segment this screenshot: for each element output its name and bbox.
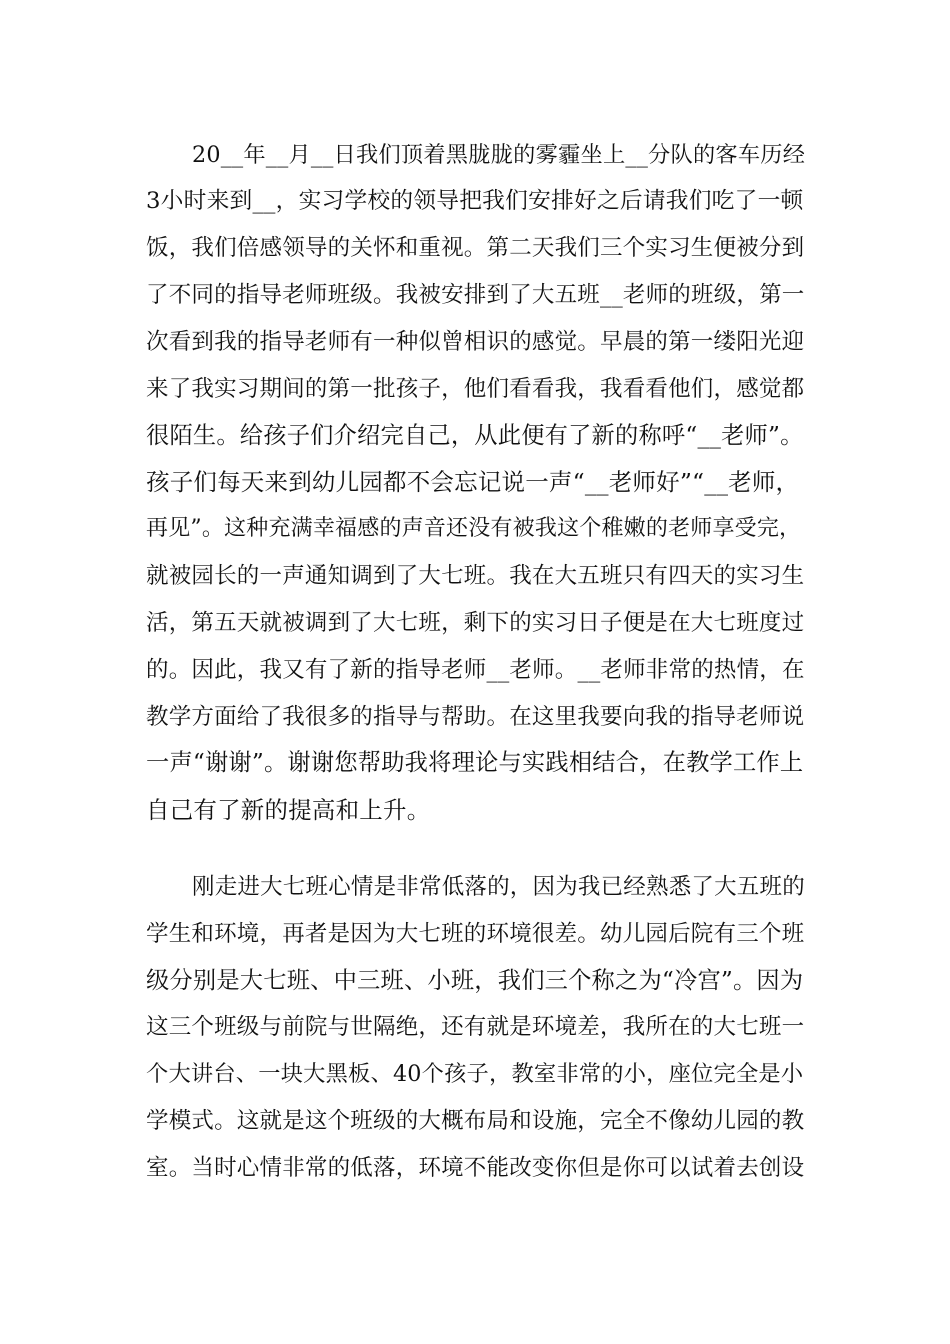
text-line: 20__年__月__日我们顶着黑胧胧的雾霾坐上__分队的客车历经	[192, 142, 806, 168]
text-line: 了不同的指导老师班级。我被安排到了大五班__老师的班级，第一	[146, 282, 805, 308]
text-line: 孩子们每天来到幼儿园都不会忘记说一声“__老师好”“__老师，	[146, 468, 800, 496]
text-line: 学模式。这就是这个班级的大概布局和设施，完全不像幼儿园的教	[146, 1108, 805, 1134]
text-line: 再见”。这种充满幸福感的声音还没有被我这个稚嫩的老师享受完，	[146, 516, 802, 541]
text-line: 学生和环境，再者是因为大七班的环境很差。幼儿园后院有三个班	[146, 921, 805, 947]
text-line: 很陌生。给孩子们介绍完自己，从此便有了新的称呼“__老师”。	[146, 422, 804, 449]
text-line: 活，第五天就被调到了大七班，剩下的实习日子便是在大七班度过	[146, 610, 805, 636]
text-line: 的。因此，我又有了新的指导老师__老师。__老师非常的热情，在	[146, 657, 805, 683]
text-line: 级分别是大七班、中三班、小班，我们三个称之为“冷宫”。因为	[146, 967, 804, 994]
text-line: 次看到我的指导老师有一种似曾相识的感觉。早晨的第一缕阳光迎	[146, 329, 805, 355]
text-line: 饭，我们倍感领导的关怀和重视。第二天我们三个实习生便被分到	[146, 235, 805, 261]
text-line: 来了我实习期间的第一批孩子，他们看看我，我看看他们，感觉都	[146, 376, 805, 402]
text-line: 刚走进大七班心情是非常低落的，因为我已经熟悉了大五班的	[192, 874, 805, 900]
text-line: 室。当时心情非常的低落，环境不能改变你但是你可以试着去创设	[146, 1155, 805, 1181]
text-line: 一声“谢谢”。谢谢您帮助我将理论与实践相结合，在教学工作上	[146, 749, 804, 776]
text-line: 这三个班级与前院与世隔绝，还有就是环境差，我所在的大七班一	[146, 1014, 805, 1040]
text-line: 教学方面给了我很多的指导与帮助。在这里我要向我的指导老师说	[146, 704, 805, 730]
text-line: 个大讲台、一块大黑板、40个孩子，教室非常的小，座位完全是小	[146, 1061, 804, 1087]
text-line: 3小时来到__，实习学校的领导把我们安排好之后请我们吃了一顿	[146, 188, 804, 214]
text-line: 自己有了新的提高和上升。	[146, 796, 431, 824]
text-line: 就被园长的一声通知调到了大七班。我在大五班只有四天的实习生	[146, 563, 805, 589]
